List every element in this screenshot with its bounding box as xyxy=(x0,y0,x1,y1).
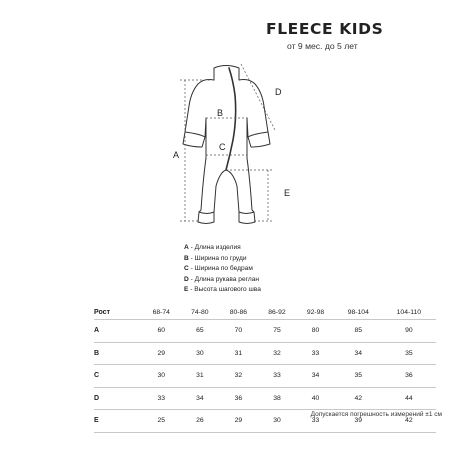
table-cell: 31 xyxy=(219,342,258,365)
table-cell: 33 xyxy=(296,410,335,433)
table-cell: 33 xyxy=(296,342,335,365)
table-cell: 29 xyxy=(219,410,258,433)
row-label: D xyxy=(94,387,142,410)
table-cell: 31 xyxy=(181,365,220,388)
table-cell: 70 xyxy=(219,320,258,343)
table-cell: 85 xyxy=(335,320,382,343)
tolerance-note: Допускается погрешность измерений ±1 см xyxy=(310,411,442,418)
table-row xyxy=(94,387,436,410)
table-row xyxy=(94,342,436,365)
row-label: C xyxy=(94,365,142,388)
table-header-row xyxy=(94,306,436,320)
collar-outline xyxy=(214,66,239,81)
measure-d-label: D xyxy=(275,87,282,97)
measure-c-label: C xyxy=(219,142,226,152)
left-sleeve-outline xyxy=(185,80,214,138)
legend-item: D - Длина рукава реглан xyxy=(184,275,260,283)
table-cell: 40 xyxy=(296,387,335,410)
column-header: 98-104 xyxy=(335,306,382,320)
table-cell: 34 xyxy=(335,342,382,365)
age-range-subtitle: от 9 мес. до 5 лет xyxy=(287,41,358,51)
table-cell: 44 xyxy=(382,387,436,410)
column-header: 74-80 xyxy=(181,306,220,320)
right-cuff-outline xyxy=(248,132,270,147)
column-header: 104-110 xyxy=(382,306,436,320)
table-cell: 35 xyxy=(335,365,382,388)
legend-item: A - Длина изделия xyxy=(184,244,241,251)
height-header: Рост xyxy=(94,306,142,320)
table-row xyxy=(94,365,436,388)
measurement-legend xyxy=(184,244,364,297)
table-cell: 34 xyxy=(296,365,335,388)
row-label: E xyxy=(94,410,142,433)
table-cell: 42 xyxy=(335,387,382,410)
table-cell: 36 xyxy=(219,387,258,410)
measure-a-label: A xyxy=(173,150,180,160)
table-cell: 35 xyxy=(382,342,436,365)
column-header: 68-74 xyxy=(142,306,181,320)
table-cell: 75 xyxy=(258,320,297,343)
table-cell: 42 xyxy=(382,410,436,433)
table-cell: 38 xyxy=(258,387,297,410)
legend-item: B - Ширина по груди xyxy=(184,254,247,262)
measure-b-label: B xyxy=(217,108,224,118)
table-cell: 26 xyxy=(181,410,220,433)
table-cell: 39 xyxy=(335,410,382,433)
table-cell: 36 xyxy=(382,365,436,388)
right-leg-outline xyxy=(226,158,254,214)
measure-e-label: E xyxy=(284,188,291,198)
column-header: 86-92 xyxy=(258,306,297,320)
table-cell: 65 xyxy=(181,320,220,343)
legend-item: E - Высота шагового шва xyxy=(184,286,261,293)
table-cell: 60 xyxy=(142,320,181,343)
table-cell: 80 xyxy=(296,320,335,343)
table-cell: 32 xyxy=(219,365,258,388)
table-cell: 30 xyxy=(142,365,181,388)
table-cell: 33 xyxy=(142,387,181,410)
table-cell: 33 xyxy=(258,365,297,388)
table-cell: 29 xyxy=(142,342,181,365)
legend-item: C - Ширина по бедрам xyxy=(184,265,253,272)
table-cell: 34 xyxy=(181,387,220,410)
left-cuff-outline xyxy=(183,132,205,147)
measure-d-line xyxy=(241,64,275,130)
row-label: B xyxy=(94,342,142,365)
row-label: A xyxy=(94,320,142,343)
column-header: 92-98 xyxy=(296,306,335,320)
table-cell: 90 xyxy=(382,320,436,343)
product-title: FLEECE KIDS xyxy=(266,20,384,38)
table-cell: 25 xyxy=(142,410,181,433)
column-header: 80-86 xyxy=(219,306,258,320)
table-cell: 30 xyxy=(181,342,220,365)
left-leg-outline xyxy=(199,158,226,214)
table-cell: 32 xyxy=(258,342,297,365)
table-cell: 30 xyxy=(258,410,297,433)
table-row xyxy=(94,320,436,343)
